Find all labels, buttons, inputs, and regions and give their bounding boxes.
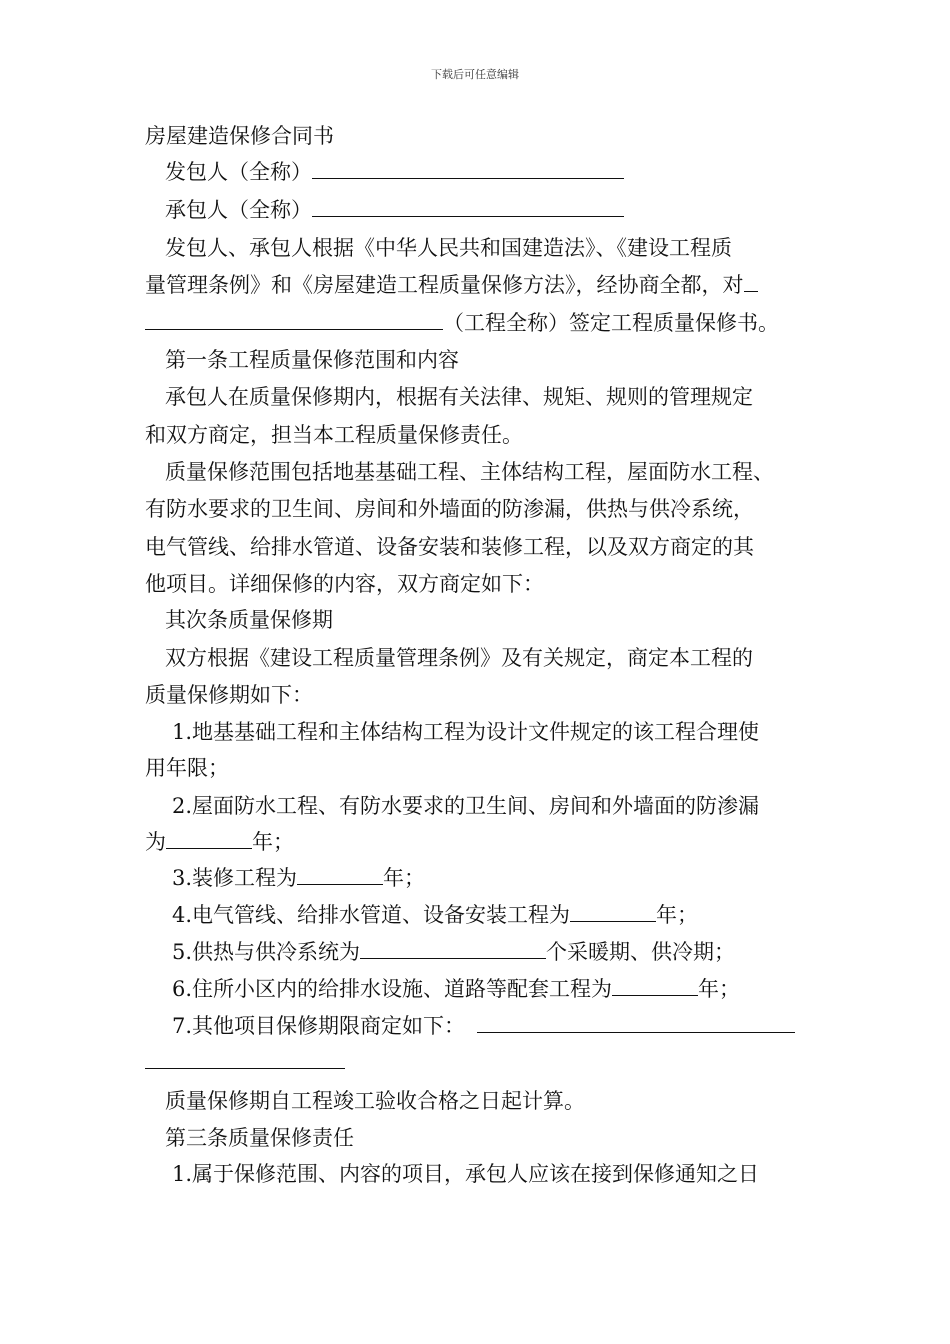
employer-line <box>165 158 624 186</box>
item-5-periods-blank[interactable] <box>360 938 546 959</box>
article-3-title: 第三条质量保修责任 <box>165 1126 354 1150</box>
item-6-line <box>172 975 740 1003</box>
item-4-years-blank[interactable] <box>570 901 656 922</box>
item-5-line <box>172 938 735 966</box>
item-3-line <box>172 864 425 892</box>
item-2-suffix: 年； <box>252 830 294 854</box>
item-7-text: 7.其他项目保修期限商定如下： <box>172 1014 466 1038</box>
item-6-suffix: 年； <box>698 977 741 1001</box>
intro-text-2 <box>145 271 758 299</box>
item-3-years-blank[interactable] <box>297 864 383 885</box>
contractor-line <box>165 196 624 224</box>
item-1-line-2: 用年限； <box>145 756 229 780</box>
article-2-para-1-line-1: 双方根据《建设工程质量管理条例》及有关规定，商定本工程的 <box>165 646 753 670</box>
intro-text-3-suffix: （工程全称）签定工程质量保修书。 <box>443 311 779 335</box>
item-5-suffix: 个采暖期、供冷期； <box>546 940 736 964</box>
item-3-suffix: 年； <box>383 866 426 890</box>
contractor-label: 承包人（全称） <box>165 198 312 222</box>
article-2-para-1-line-2: 质量保修期如下： <box>145 683 313 707</box>
employer-name-blank[interactable] <box>312 158 624 179</box>
article-1-para-1-line-1: 承包人在质量保修期内，根据有关法律、规矩、规则的管理规定 <box>165 385 753 409</box>
item-2-line-1: 2.屋面防水工程、有防水要求的卫生间、房间和外墙面的防渗漏 <box>172 794 760 818</box>
intro-text-3 <box>145 309 779 337</box>
intro-text-1: 发包人、承包人根据《中华人民共和国建造法》、《建设工程质 <box>165 236 732 260</box>
item-4-prefix: 4.电气管线、给排水管道、设备安装工程为 <box>172 903 571 927</box>
project-name-blank[interactable] <box>145 309 443 330</box>
item-7-terms-blank[interactable] <box>477 1012 795 1033</box>
article-1-para-2-line-3: 电气管线、给排水管道、设备安装和装修工程，以及双方商定的其 <box>145 535 754 559</box>
article-2-title: 其次条质量保修期 <box>165 608 333 632</box>
article-1-para-2-line-1: 质量保修范围包括地基基础工程、主体结构工程，屋面防水工程、 <box>165 460 774 484</box>
item-1-line-1: 1.地基基础工程和主体结构工程为设计文件规定的该工程合理使 <box>172 720 760 744</box>
article-1-title: 第一条工程质量保修范围和内容 <box>165 348 459 372</box>
intro-text-2-content: 量管理条例》和《房屋建造工程质量保修方法》，经协商全都，对 <box>145 273 744 297</box>
article-1-para-1-line-2: 和双方商定，担当本工程质量保修责任。 <box>145 423 523 447</box>
warranty-start-text: 质量保修期自工程竣工验收合格之日起计算。 <box>165 1089 585 1113</box>
item-3-prefix: 3.装修工程为 <box>172 866 298 890</box>
document-title: 房屋建造保修合同书 <box>145 124 334 148</box>
employer-label: 发包人（全称） <box>165 160 312 184</box>
item-7-line <box>172 1012 795 1040</box>
project-name-blank-start[interactable] <box>744 271 758 292</box>
article-1-para-2-line-4: 他项目。详细保修的内容，双方商定如下： <box>145 572 544 596</box>
item-2-line-2 <box>145 828 294 856</box>
page-header: 下载后可任意编辑 <box>431 68 519 81</box>
item-4-suffix: 年； <box>656 903 699 927</box>
item-5-prefix: 5.供热与供冷系统为 <box>172 940 361 964</box>
article-1-para-2-line-2: 有防水要求的卫生间、房间和外墙面的防渗漏，供热与供冷系统， <box>145 497 754 521</box>
contractor-name-blank[interactable] <box>312 196 624 217</box>
item-4-line <box>172 901 698 929</box>
item-2-prefix: 为 <box>145 830 166 854</box>
item-7-terms-blank-continued[interactable] <box>145 1068 345 1069</box>
item-2-years-blank[interactable] <box>166 828 252 849</box>
item-6-prefix: 6.住所小区内的给排水设施、道路等配套工程为 <box>172 977 613 1001</box>
item-6-years-blank[interactable] <box>612 975 698 996</box>
article-3-item-1-line-1: 1.属于保修范围、内容的项目，承包人应该在接到保修通知之日 <box>172 1162 760 1186</box>
